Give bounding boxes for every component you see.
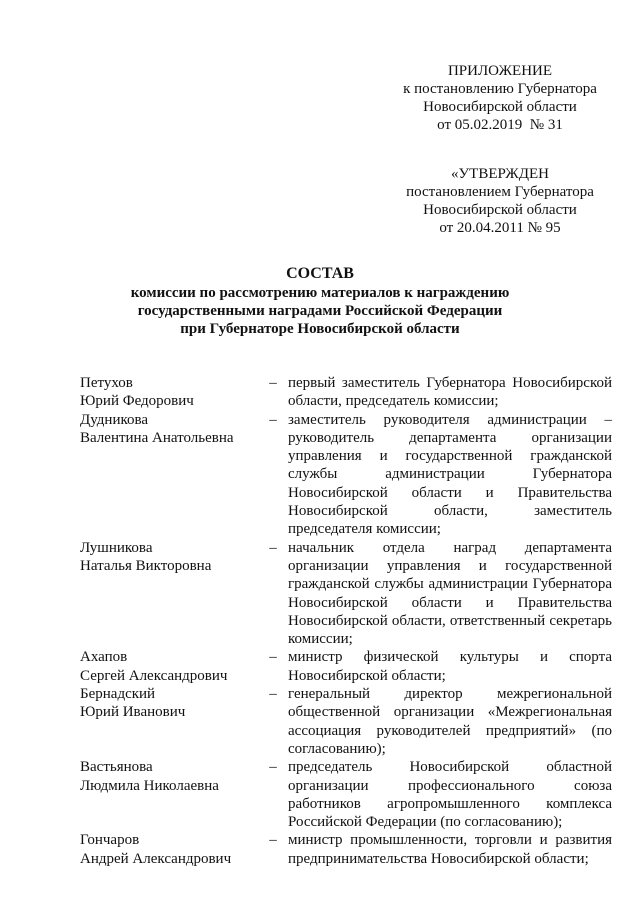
separator-dash: –: [269, 411, 277, 428]
member-surname: Лушникова: [80, 539, 153, 556]
member-surname: Бернадский: [80, 686, 156, 703]
member-surname: Вастьянова: [80, 759, 153, 776]
member-role: министр промышленности, торговли и развития предпринимательства Новосибирской области;: [288, 832, 612, 867]
title-sub: государственными наградами Российской Федерации: [137, 303, 503, 319]
appendix-date: от 05.02.2019 № 31: [437, 117, 563, 133]
appendix-line: ПРИЛОЖЕНИЕ: [447, 63, 553, 79]
appendix-line: Новосибирской области: [423, 99, 577, 115]
member-given-name: Наталья Викторовна: [80, 557, 212, 574]
member-row: [80, 758, 612, 831]
member-row: [80, 685, 612, 758]
member-role: министр физической культуры и спорта Новосибирской области;: [288, 649, 612, 684]
member-surname: Петухов: [80, 375, 133, 391]
member-given-name: Юрий Иванович: [80, 704, 186, 721]
member-row: [80, 411, 612, 539]
approval-date: от 20.04.2011 № 95: [439, 220, 561, 236]
separator-dash: –: [269, 686, 277, 703]
member-name: [80, 411, 258, 539]
member-role: заместитель руководителя администрации – руководитель департамента организации управления и государственной гражданской службы администрации Губернатора Новосибирской области и Правительства Новосибирской области, заместитель председателя комиссии;: [288, 411, 612, 538]
member-surname: Ахапов: [80, 649, 128, 666]
appendix-line: к постановлению Губернатора: [403, 81, 597, 97]
member-name: [80, 539, 258, 649]
member-role: генеральный директор межрегиональной общественной организации «Межрегиональная ассоциация руководителей предприятий» (по согласованию);: [288, 686, 612, 757]
document-title: [60, 265, 580, 338]
member-role: первый заместитель Губернатора Новосибирской области, председатель комиссии;: [288, 375, 612, 410]
member-given-name: Андрей Александрович: [80, 850, 232, 867]
member-name: [80, 758, 258, 831]
member-role: председатель Новосибирской областной организации профессионального союза работников агропромышленного комплекса Российской Федерации (по согласованию);: [288, 759, 612, 831]
member-given-name: Людмила Николаевна: [80, 777, 219, 794]
separator-dash: –: [269, 649, 277, 666]
approval-line: Новосибирской области: [423, 202, 577, 218]
members-list: [80, 374, 612, 868]
member-row: [80, 831, 612, 868]
member-surname: Дудникова: [80, 411, 149, 428]
member-name: [80, 648, 258, 685]
appendix-header: [380, 62, 620, 134]
approval-line: «УТВЕРЖДЕН: [451, 166, 549, 182]
approval-line: постановлением Губернатора: [406, 184, 594, 200]
member-surname: Гончаров: [80, 832, 140, 849]
title-sub: при Губернаторе Новосибирской области: [180, 321, 460, 337]
separator-dash: –: [269, 759, 277, 776]
member-given-name: Юрий Федорович: [80, 393, 194, 410]
title-main: СОСТАВ: [286, 265, 354, 282]
member-row: [80, 648, 612, 685]
separator-dash: –: [269, 375, 277, 391]
member-role: начальник отдела наград департамента организации управления и государственной гражданской службы администрации Губернатора Новосибирской области и Правительства Новосибирской области, ответственный секретарь комиссии;: [288, 539, 612, 648]
member-row: [80, 374, 612, 411]
member-name: [80, 374, 258, 411]
member-row: [80, 539, 612, 649]
separator-dash: –: [269, 539, 277, 556]
member-name: [80, 831, 258, 868]
member-given-name: Сергей Александрович: [80, 667, 228, 684]
member-given-name: Валентина Анатольевна: [80, 429, 234, 446]
title-sub: комиссии по рассмотрению материалов к награждению: [130, 285, 510, 301]
member-name: [80, 685, 258, 758]
approval-header: [380, 165, 620, 237]
separator-dash: –: [269, 832, 277, 849]
